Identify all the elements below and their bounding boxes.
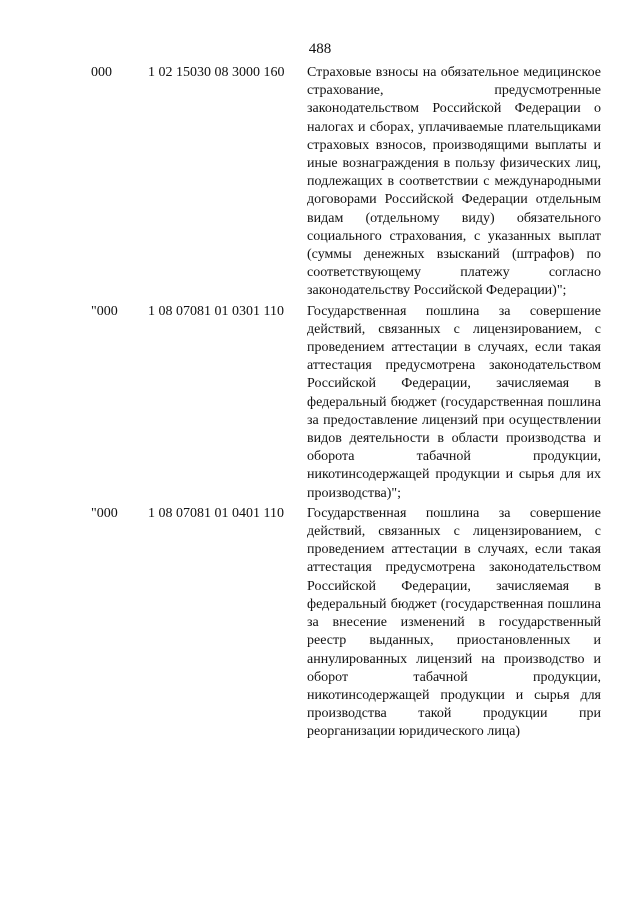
budget-classification-code: 1 02 15030 08 3000 160 (148, 65, 285, 80)
revenue-description: Страховые взносы на обязательное медицинское страхование, предусмотренные законодательством Российской Федерации о налогах и сборах, уплачиваемые плательщиками страховых взносов, производящими выплаты и иные вознаграждения в пользу физических лиц, подлежащих в соответствии с международными договорами Российской Федерации отдельным видам (отдельному виду) обязательного социального страхования, с указанных выплат (суммы денежных взысканий (штрафов) по соответствующему платежу согласно законодательству Российской Федерации)"; (307, 65, 601, 299)
budget-classification-code: 1 08 07081 01 0301 110 (148, 303, 284, 319)
revenue-description: Государственная пошлина за совершение действий, связанных с лицензированием, с проведением аттестации в случаях, если такая аттестация предусмотрена законодательством Российской Федерации, зачисляемая в федеральный бюджет (государственная пошлина за внесение изменений в государственный реестр выданных, приостановленных и аннулированных лицензий на производство и оборот табачной продукции, никотинсодержащей продукции и сырья для производства такой продукции при реорганизации юридического лица) (307, 505, 601, 740)
revenue-description: Государственная пошлина за совершение действий, связанных с лицензированием, с проведением аттестации в случаях, если такая аттестация предусмотрена законодательством Российской Федерации, зачисляемая в федеральный бюджет (государственная пошлина за предоставление лицензий при осуществлении видов деятельности в области производства и оборота табачной продукции, никотинсодержащей продукции и сырья для их производства)"; (307, 303, 601, 501)
admin-code: "000 (91, 303, 118, 319)
table-row (0, 505, 640, 742)
admin-code: 000 (91, 65, 112, 80)
budget-classification-code: 1 08 07081 01 0401 110 (148, 505, 284, 521)
page-number: 488 (308, 41, 332, 57)
table-row (0, 303, 640, 503)
admin-code: "000 (91, 505, 118, 521)
table-row (0, 64, 640, 301)
budget-codes-table (0, 64, 640, 744)
